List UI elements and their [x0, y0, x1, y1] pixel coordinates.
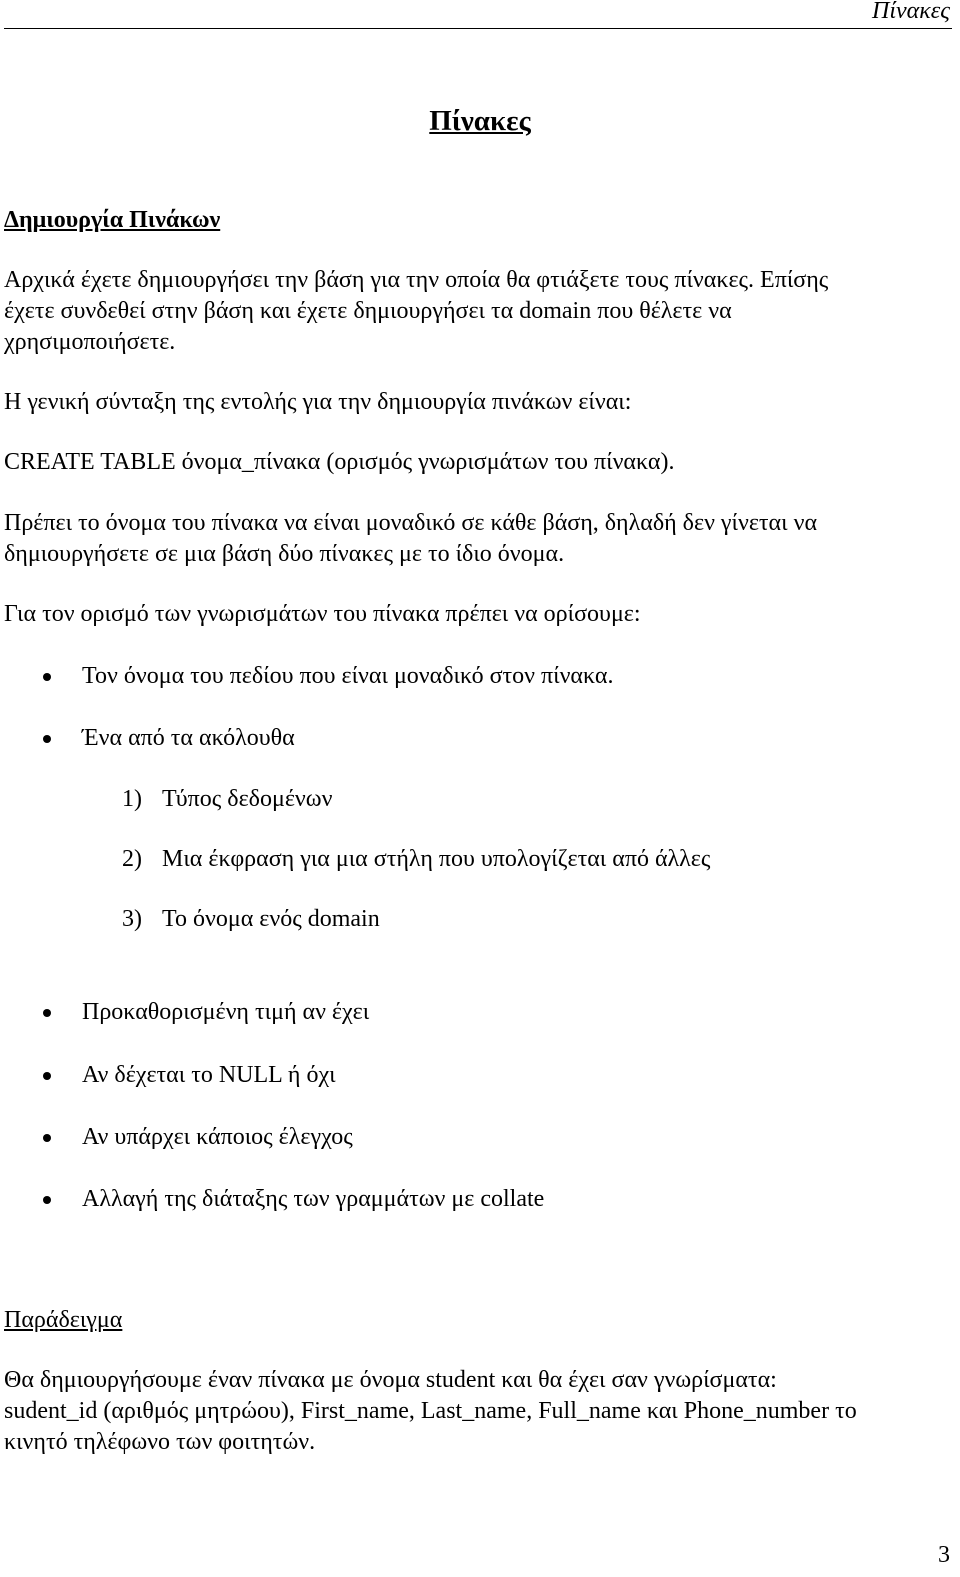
numbered-item-label: 3) [122, 906, 142, 932]
list-item-text: Αν δέχεται το NULL ή όχι [82, 1062, 336, 1088]
paragraph-line: έχετε συνδεθεί στην βάση και έχετε δημιουργήσει τα domain που θέλετε να [4, 298, 732, 324]
bullet-icon [43, 673, 51, 681]
numbered-item [122, 784, 332, 814]
page-title: Πίνακες [429, 105, 531, 137]
numbered-item [122, 844, 710, 874]
paragraph-line: Πρέπει το όνομα του πίνακα να είναι μοναδικό σε κάθε βάση, δηλαδή δεν γίνεται να [4, 510, 818, 536]
bullet-icon [43, 1196, 51, 1204]
numbered-item-label: 2) [122, 846, 142, 872]
paragraph-line: sudent_id (αριθμός μητρώου), First_name, Last_name, Full_name και Phone_number το [4, 1398, 857, 1424]
bullet-icon [43, 735, 51, 743]
bullet-icon [43, 1134, 51, 1142]
list-item-text: Αλλαγή της διάταξης των γραμμάτων με collate [82, 1186, 545, 1212]
numbered-item-text: Τύπος δεδομένων [162, 786, 333, 812]
definition-intro: Για τον ορισμό των γνωρισμάτων του πίνακα πρέπει να ορίσουμε: [4, 601, 641, 627]
list-item-text: Τον όνομα του πεδίου που είναι μοναδικό στον πίνακα. [82, 663, 614, 689]
numbered-item-label: 1) [122, 786, 142, 812]
syntax-intro: Η γενική σύνταξη της εντολής για την δημιουργία πινάκων είναι: [4, 389, 632, 415]
syntax-statement: CREATE TABLE όνομα_πίνακα (ορισμός γνωρισμάτων του πίνακα). [4, 449, 675, 475]
numbered-item-text: Μια έκφραση για μια στήλη που υπολογίζεται από άλλες [162, 846, 711, 872]
list-item-text: Προκαθορισμένη τιμή αν έχει [82, 999, 370, 1025]
paragraph-line: Αρχικά έχετε δημιουργήσει την βάση για την οποία θα φτιάξετε τους πίνακες. Επίσης [4, 267, 829, 293]
example-heading: Παράδειγμα [4, 1307, 123, 1333]
paragraph-line: Θα δημιουργήσουμε έναν πίνακα με όνομα student και θα έχει σαν γνωρίσματα: [4, 1367, 777, 1393]
header-divider [4, 28, 952, 29]
numbered-item-text: Το όνομα ενός domain [162, 906, 380, 932]
bullet-icon [43, 1072, 51, 1080]
numbered-item [122, 904, 380, 934]
paragraph-line: κινητό τηλέφωνο των φοιτητών. [4, 1429, 316, 1455]
list-item-text: Ένα από τα ακόλουθα [82, 725, 295, 751]
paragraph-line: χρησιμοποιήσετε. [4, 329, 176, 355]
bullet-icon [43, 1009, 51, 1017]
page-number: 3 [938, 1542, 950, 1568]
list-item-text: Αν υπάρχει κάποιος έλεγχος [82, 1124, 353, 1150]
paragraph-line: δημιουργήσετε σε μια βάση δύο πίνακες με το ίδιο όνομα. [4, 541, 565, 567]
section-heading: Δημιουργία Πινάκων [4, 207, 221, 233]
running-header-title: Πίνακες [872, 0, 950, 24]
